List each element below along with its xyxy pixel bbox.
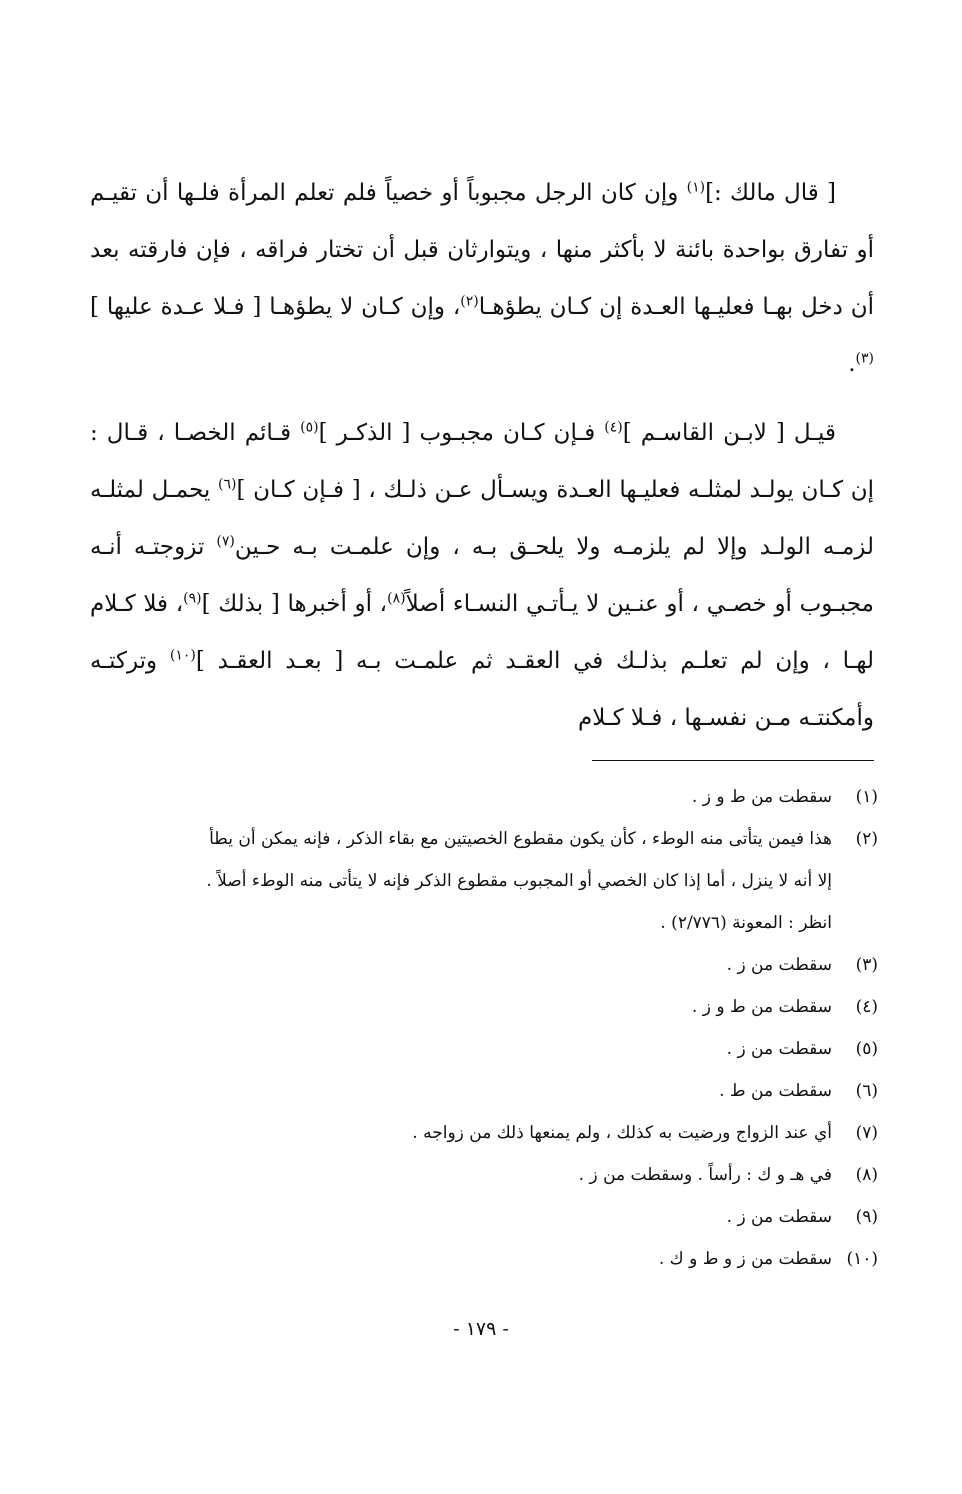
text-segment: يحمـل لمثلـه لزمـه الولـد وإلا لم يلزمـه ولا يلحـق بـه ، وإن علمـت بـه حـين — [90, 477, 874, 560]
footnote-text: سقطت من ز . — [726, 955, 832, 975]
footnote-number: (٥) — [855, 1039, 878, 1059]
text-segment: قيـل [ لابـن القاسـم ] — [622, 420, 836, 446]
footnote-text: سقطت من ط و ز . — [691, 787, 832, 807]
body-paragraph — [90, 165, 874, 393]
footnote-reference: (٣) — [855, 350, 874, 367]
text-segment: وتركتـه وأمكنتـه مـن نفسـها ، فـلا كـلام — [90, 648, 874, 731]
footnote-text: سقطت من ز . — [726, 1039, 832, 1059]
body-paragraph — [90, 405, 874, 747]
footnote-number: (١٠) — [846, 1249, 878, 1269]
body-text — [90, 165, 874, 759]
footnote-number: (٩) — [855, 1207, 878, 1227]
footnote-item — [88, 776, 878, 818]
footnote-number: (٣) — [855, 955, 878, 975]
footnote-item — [88, 818, 878, 944]
footnote-reference: (٤) — [604, 419, 623, 436]
text-segment: تزوجتـه أنـه مجبـوب أو خصـي ، أو عنـين لا يـأتـي النسـاء أصلاً — [90, 534, 875, 617]
footnote-item — [88, 1070, 878, 1112]
footnote-reference: (٥) — [300, 419, 319, 436]
footnote-item — [88, 986, 878, 1028]
footnote-text: إلا أنه لا ينزل ، أما إذا كان الخصي أو المجبوب مقطوع الذكر فإنه لا يتأتى منه الوطء أصلاً . — [206, 871, 832, 891]
page-number: - ١٧٩ - — [453, 1318, 509, 1340]
text-segment: ، وإن كـان لا يطؤهـا [ فـلا عـدة عليها ] — [90, 294, 461, 320]
footnote-number: (٨) — [855, 1165, 878, 1185]
footnote-text: سقطت من ط . — [719, 1081, 832, 1101]
footnote-item — [88, 944, 878, 986]
footnote-reference: (١٠) — [169, 647, 196, 664]
footnote-item — [88, 1028, 878, 1070]
footnote-text: سقطت من ط و ز . — [691, 997, 832, 1017]
footnote-item — [88, 1154, 878, 1196]
footnote-text: هذا فيمن يتأتى منه الوطء ، كأن يكون مقطوع الخصيتين مع بقاء الذكر ، فإنه يمكن أن يطأ — [209, 829, 832, 849]
footnote-reference: (١) — [686, 179, 706, 196]
footnote-text: انظر : المعونة (٢/٧٧٦) . — [660, 913, 832, 933]
footnote-reference: (٨) — [387, 590, 406, 607]
text-segment: [ قال مالك :] — [705, 180, 836, 206]
footnote-number: (٢) — [855, 829, 878, 849]
footnote-separator — [592, 760, 874, 761]
footnote-number: (١) — [855, 787, 878, 807]
footnote-reference: (٦) — [218, 476, 237, 493]
footnote-item — [88, 1196, 878, 1238]
footnote-number: (٧) — [855, 1123, 878, 1143]
footnote-text: سقطت من ز و ط و ك . — [658, 1249, 832, 1269]
text-segment: ، أو أخبرها [ بذلك ] — [201, 591, 388, 617]
footnote-text: سقطت من ز . — [726, 1207, 832, 1227]
footnote-number: (٤) — [855, 997, 878, 1017]
text-segment: ، فلا كـلام لهـا ، وإن لم تعلـم بذلـك في العقـد ثم علمـت بـه [ بعـد العقـد ] — [90, 591, 874, 674]
footnote-reference: (٧) — [216, 533, 235, 550]
text-segment: . — [848, 351, 856, 377]
footnote-item — [88, 1238, 878, 1280]
text-segment: قـائم الخصـا ، قـال : إن كـان يولـد لمثلـه فعليـها العـدة ويسـأل عـن ذلـك ، [ فـإن كـان ] — [90, 420, 874, 503]
footnote-reference: (٩) — [183, 590, 202, 607]
footnote-text: في هـ و ك : رأساً . وسقطت من ز . — [578, 1165, 832, 1185]
footnote-number: (٦) — [855, 1081, 878, 1101]
footnotes-list — [88, 776, 878, 1280]
footnote-item — [88, 1112, 878, 1154]
footnote-reference: (٢) — [460, 293, 479, 310]
footnote-text: أي عند الزواج ورضيت به كذلك ، ولم يمنعها ذلك من زواجه . — [412, 1123, 832, 1143]
text-segment: وإن كان الرجل مجبوباً أو خصياً فلم تعلم المرأة فلـها أن تقيـم أو تفارق بواحدة بائنة لا بأكثر منها ، ويتوارثان قبل أن تختار فراقه ، فإن فارقته بعد أن دخل بهـا فعليـها العـدة إن كـان يطؤهـا — [90, 180, 875, 320]
text-segment: فـإن كـان مجبـوب [ الذكـر ] — [318, 420, 605, 446]
